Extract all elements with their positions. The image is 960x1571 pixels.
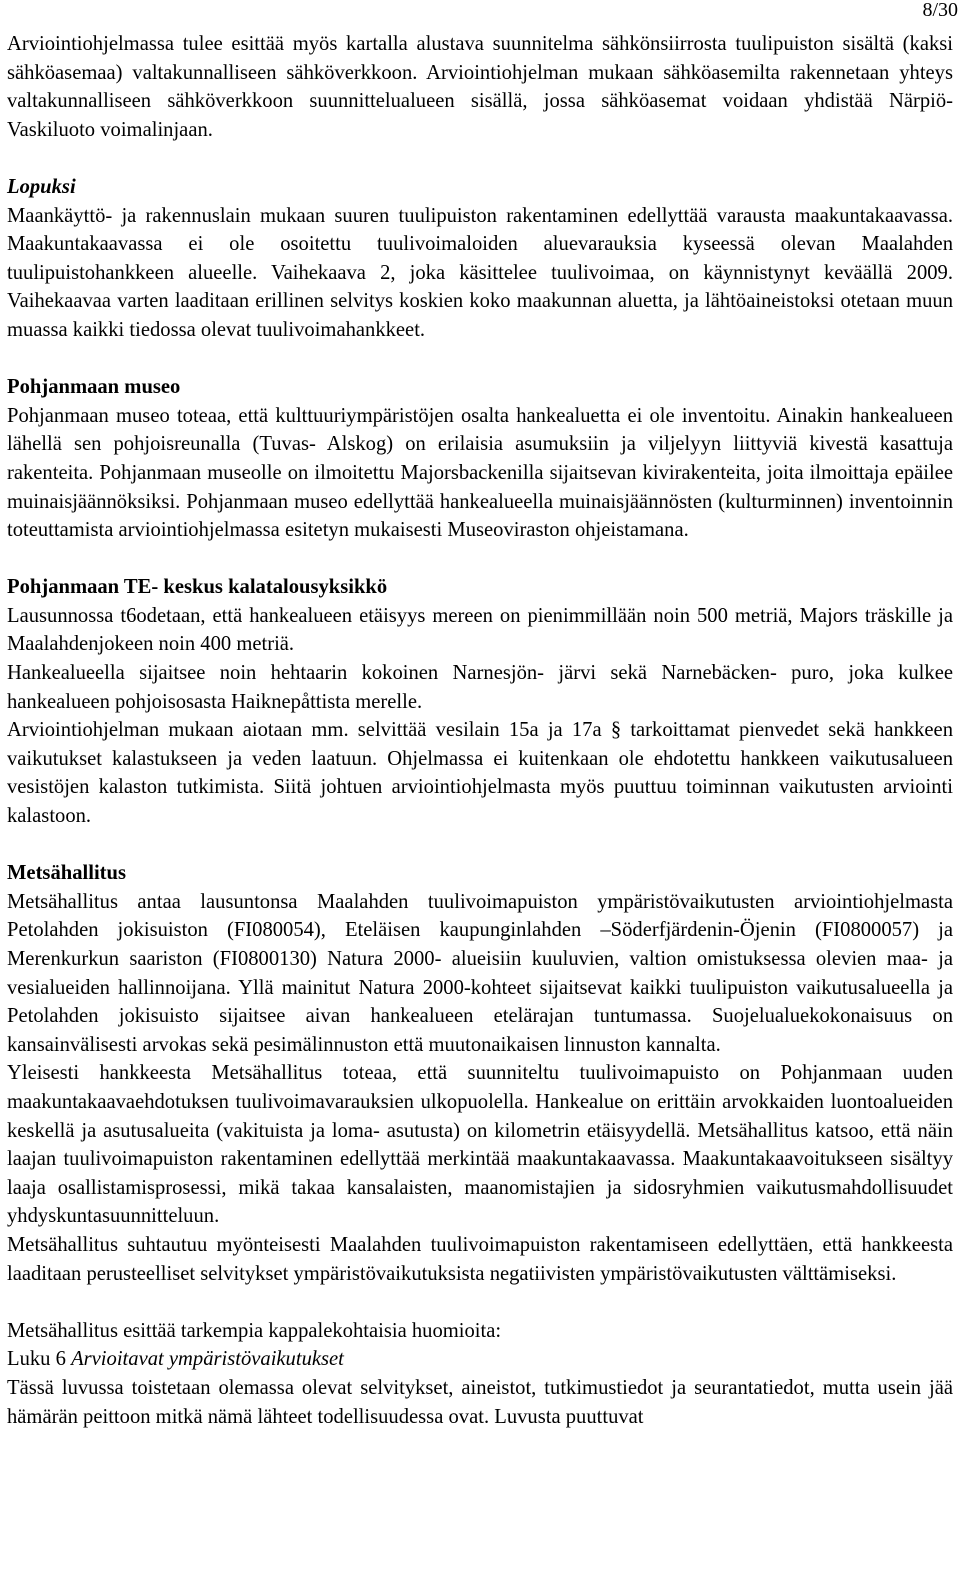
chapter-label: Luku 6 — [7, 1348, 66, 1371]
metsahallitus-paragraph-2: Yleisesti hankkeesta Metsähallitus toteaa, että suunniteltu tuulivoimapuisto on Pohjanmaan uuden maakuntakaavaehdotuksen tuulivoimavarauksien ulkopuolella. Hankealue on erittäin arvokkaiden luontoalueiden keskellä ja asutusalueita (vakituista ja loma- asutusta) on kilometrin etäisyydellä. Metsähallitus katsoo, että näin laajan tuulivoimapuiston rakentaminen edellyttää merkintää maakuntakaavassa. Maakuntakaavoitukseen sisältyy laaja osallistamisprosessi, mikä takaa kansalaisten, maanomistajien ja sidosryhmien vaikutusmahdollisuudet yhdyskuntasuunnitteluun. — [7, 1062, 953, 1228]
intro-paragraph: Arviointiohjelmassa tulee esittää myös kartalla alustava suunnitelma sähkönsiirrosta tuulipuiston sisältä (kaksi sähköasemaa) valtakunnalliseen sähköverkkoon. Arviointiohjelman mukaan sähköasemilta rakennetaan yhteys valtakunnalliseen sähköverkkoon suunnittelualueen sisällä, jossa sähköasemat voidaan yhdistää Närpiö- Vaskiluoto voimalinjaan. — [7, 33, 953, 141]
page-number: 8/30 — [922, 0, 958, 21]
spacer — [7, 1288, 953, 1317]
document-body — [7, 30, 953, 1431]
chapter-paragraph: Tässä luvussa toistetaan olemassa olevat selvitykset, aineistot, tutkimustiedot ja seurantatiedot, mutta usein jää hämärän peittoon mitkä nämä lähteet todellisuudessa ovat. Luvusta puuttuvat — [7, 1376, 953, 1428]
te-keskus-paragraph-1: Lausunnossa t6odetaan, että hankealueen etäisyys mereen on pienimmillään noin 500 metriä, Majors träskille ja Maalahdenjokeen noin 400 metriä. — [7, 604, 953, 656]
section-te-keskus — [7, 573, 953, 830]
spacer — [7, 545, 953, 574]
te-keskus-paragraph-3: Arviointiohjelman mukaan aiotaan mm. selvittää vesilain 15a ja 17a § tarkoittamat pienvedet sekä hankkeen vaikutukset kalastukseen ja veden laatuun. Ohjelmassa ei kuitenkaan ole ehdotettu hankkeen vaikutusalueen vesistöjen kalaston tutkimista. Siitä johtuen arviointiohjelmasta myös puuttuu toiminnan vaikutusten arviointi kalastoon. — [7, 719, 953, 828]
lopuksi-paragraph: Maankäyttö- ja rakennuslain mukaan suuren tuulipuiston rakentaminen edellyttää varausta maakuntakaavassa. Maakuntakaavassa ei ole osoitettu tuulivoimaloiden aluevarauksia kyseessä olevan Maalahden tuulipuistohankkeen alueelle. Vaihekaava 2, joka käsittelee tuulivoimaa, on käynnistynyt keväällä 2009. Vaihekaavaa varten laaditaan erillinen selvitys koskien koko maakunnan aluetta, ja lähtöaineistoksi otetaan muun muassa kaikki tiedossa olevat tuulivoimahankkeet. — [7, 204, 953, 341]
chapter-reference — [7, 1345, 953, 1374]
section-heading-metsahallitus: Metsähallitus — [7, 862, 126, 885]
spacer — [7, 144, 953, 173]
spacer — [7, 345, 953, 374]
museo-paragraph: Pohjanmaan museo toteaa, että kulttuuriympäristöjen osalta hankealuetta ei ole inventoitu. Ainakin hankealueen lähellä sen pohjoisreunalla (Tuvas- Alskog) on erilaisia asumuksiin ja viljelyyn liittyviä kivestä kasattuja rakenteita. Pohjanmaan museolle on ilmoitettu Majorsbackenilla sijaitsevan kivirakenteita, joita ilmoittaja epäilee muinaisjäännöksiksi. Pohjanmaan museo edellyttää hankealueella muinaisjäännösten (kulturminnen) inventoinnin toteuttamista arviointiohjelmassa esitetyn mukaisesti Museoviraston ohjeistamana. — [7, 404, 953, 542]
remarks-intro: Metsähallitus esittää tarkempia kappalekohtaisia huomioita: — [7, 1319, 502, 1342]
section-metsahallitus — [7, 859, 953, 1431]
metsahallitus-paragraph-3: Metsähallitus suhtautuu myönteisesti Maalahden tuulivoimapuiston rakentamiseen edellyttäen, että hankkeesta laaditaan perusteelliset selvitykset ympäristövaikutuksista negatiivisten ympäristövaikutusten välttämiseksi. — [7, 1233, 953, 1285]
section-lopuksi — [7, 173, 953, 345]
section-heading-museo: Pohjanmaan museo — [7, 376, 181, 399]
te-keskus-paragraph-2: Hankealueella sijaitsee noin hehtaarin kokoinen Narnesjön- järvi sekä Narnebäcken- puro, joka kulkee hankealueen pohjoisosasta Haiknepåttista merelle. — [7, 662, 953, 713]
chapter-title: Arvioitavat ympäristövaikutukset — [71, 1348, 344, 1371]
metsahallitus-paragraph-1: Metsähallitus antaa lausuntonsa Maalahden tuulivoimapuiston ympäristövaikutusten arviointiohjelmasta Petolahden jokisuiston (FI080054), Eteläisen kaupunginlahden –Söderfjärdenin-Öjenin (FI0800057) ja Merenkurkun saariston (FI0800130) Natura 2000- alueisiin kuuluvien, valtion omistuksessa olevien maa- ja vesialueiden hallinnoijana. Yllä mainitut Natura 2000-kohteet sijaitsevat kaikki tuulipuiston vaikutusalueella ja Petolahden jokisuisto sijaitsee aivan hankealueen etelärajan tuntumassa. Suojelualuekokonaisuus on kansainvälisesti arvokas sekä pesimälinnuston että muutonaikaisen linnuston kannalta. — [7, 890, 953, 1056]
spacer — [7, 831, 953, 860]
section-heading-lopuksi: Lopuksi — [7, 175, 76, 198]
section-heading-te-keskus: Pohjanmaan TE- keskus kalatalousyksikkö — [7, 576, 388, 599]
section-museo — [7, 373, 953, 545]
